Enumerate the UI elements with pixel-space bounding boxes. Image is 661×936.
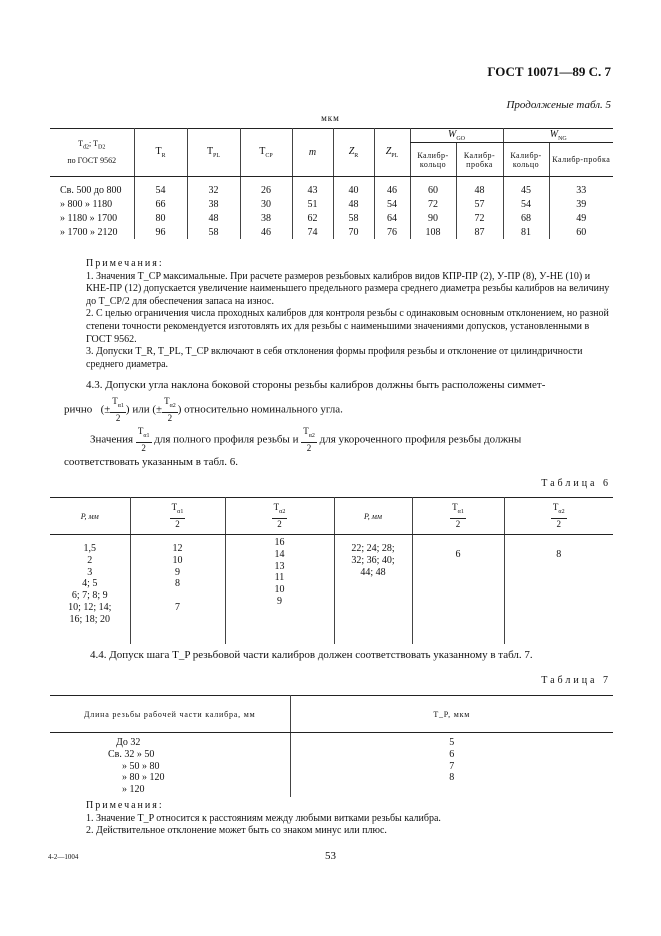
note-3: 3. Допуски T_R, T_PL, T_CP включают в себя отклонения формы профиля резьбы и отклонение от цилиндричности среднего диаметра. (86, 346, 583, 370)
cell: 46 (240, 225, 292, 239)
col-header-zpl: $Z_{PL}$ (374, 129, 410, 177)
cell: 87 (456, 225, 503, 239)
cell: 32 (187, 177, 240, 198)
cell: 57 (456, 197, 503, 211)
cell: » 1700 » 2120 (60, 226, 118, 238)
cell: 26 (240, 177, 292, 198)
cell-pitch-list-1: 1,5 2 3 4; 5 6; 7; 8; 9 10; 12; 14; 16; 18; 20 (68, 543, 112, 625)
cell-pitch-list-2: 22; 24; 28; 32; 36; 40; 44; 48 (334, 535, 412, 645)
cell: 49 (549, 211, 613, 225)
table-7 (50, 695, 613, 797)
col-header-thread-length: Длина резьбы рабочей части калибра, мм (50, 696, 290, 733)
cell: 58 (333, 211, 374, 225)
text-or: или (132, 403, 150, 416)
cell: 43 (292, 177, 333, 198)
table-6-label: Таблица 6 (541, 478, 611, 489)
col-header-pitch-1: P, мм (50, 498, 130, 535)
table-5 (50, 128, 613, 239)
cell: 54 (503, 197, 549, 211)
col-header-t-alpha2-2: $\frac{T_{\alpha 2}}{2}$ (504, 498, 613, 535)
table-row (50, 197, 613, 211)
notes-title-2: Примечания: (86, 800, 164, 811)
cell: 66 (134, 197, 187, 211)
col-header-wgo: $W_{GO}$ (410, 129, 503, 143)
footer-code: 4-2—1004 (48, 853, 79, 861)
cell: 62 (292, 211, 333, 225)
text-nominal-angle: относительно номинального угла. (184, 403, 343, 416)
fraction-t-alpha2: $\frac{T_{\alpha 2}}{2}$ (164, 396, 176, 423)
table-row (50, 211, 613, 225)
notes-table-7 (86, 800, 611, 838)
paragraph-4-3-line-1: 4.3. Допуски угла наклона боковой стороны резьбы калибров должны быть расположены симмет- (86, 379, 546, 391)
cell: 51 (292, 197, 333, 211)
notes-table-5 (86, 258, 611, 371)
col-header-t-alpha1-1: $\frac{T_{\alpha 1}}{2}$ (130, 498, 225, 535)
cell: 40 (333, 177, 374, 198)
note-2: 2. С целью ограничения числа проходных калибров для контроля резьбы с одинаковым основным отклонением, но разной степени точности рекомендуется изготовлять их для резьбы с наименьшими значениями допусков, установленными в ГОСТ 9562. (86, 308, 609, 345)
paragraph-4-4: 4.4. Допуск шага T_P резьбовой части калибров должен соответствовать указанному в табл. 7. (90, 649, 533, 661)
cell-t-alpha1-list-1: 12 10 9 8 7 (130, 535, 225, 645)
cell: » 800 » 1180 (60, 198, 113, 210)
cell: 81 (503, 225, 549, 239)
cell: Св. 500 до 800 (60, 184, 122, 196)
cell: 72 (456, 211, 503, 225)
cell: 33 (549, 177, 613, 198)
col-header-tcp: $T_{CP}$ (240, 129, 292, 177)
cell: 96 (134, 225, 187, 239)
paragraph-4-3-line-3: Значения $\frac{T_{\alpha 1}}{2}$ для полного профиля резьбы и $\frac{T_{\alpha 2}}{2}$ для укороченного профиля резьбы должны (90, 426, 522, 453)
fraction-t-alpha1-inline: $\frac{T_{\alpha 1}}{2}$ (137, 426, 150, 453)
table-row (50, 733, 613, 797)
cell-t-alpha2-value-2: 8 (504, 535, 613, 645)
paragraph-4-3-line-4: соответствовать указанным в табл. 6. (64, 456, 239, 468)
cell: 72 (410, 197, 456, 211)
col-header-gauge-ring-1: Калибр-кольцо (410, 143, 456, 177)
cell: 90 (410, 211, 456, 225)
note-1: 1. Значения T_CP максимальные. При расчете размеров резьбовых калибров видов КПР-ПР (2), У-ПР (8), У-НЕ (10) и КНЕ-ПР (12) допускается увеличение наименьшего предельного размера среднего диаметра резьбы калибров на величину до T_CP/2 для обеспечения запаса на износ. (86, 270, 610, 307)
col-header-gauge-ring-2: Калибр-кольцо (503, 143, 549, 177)
note-2-2: 2. Действительное отклонение может быть со знаком минус или плюс. (86, 825, 387, 837)
cell: 80 (134, 211, 187, 225)
cell-tp-list: 5 6 7 8 (449, 737, 455, 784)
cell: 60 (410, 177, 456, 198)
col-header-tpl: $T_{PL}$ (187, 129, 240, 177)
col-header-gauge-plug-1: Калибр-пробка (456, 143, 503, 177)
cell: 38 (187, 197, 240, 211)
table-6 (50, 497, 613, 644)
cell: 58 (187, 225, 240, 239)
table-continuation-label: Продолженые табл. 5 (506, 99, 611, 111)
col-header-zr: $Z_R$ (333, 129, 374, 177)
document-header: ГОСТ 10071—89 С. 7 (487, 64, 611, 79)
note-2-1: 1. Значение T_P относится к расстояниям между любыми витками резьбы калибра. (86, 812, 441, 824)
table-row (50, 225, 613, 239)
cell: 108 (410, 225, 456, 239)
cell-t-alpha2-list-1: 16 14 13 11 10 9 (225, 535, 334, 645)
cell: 64 (374, 211, 410, 225)
cell: 76 (374, 225, 410, 239)
cell: 54 (134, 177, 187, 198)
notes-title: Примечания: (86, 258, 164, 269)
cell: 70 (333, 225, 374, 239)
col-header-m: m (292, 129, 333, 177)
cell: 48 (333, 197, 374, 211)
cell: 48 (187, 211, 240, 225)
col-header-tr: $T_R$ (134, 129, 187, 177)
cell: 38 (240, 211, 292, 225)
col-header-t-alpha1-2: $\frac{T_{\alpha 1}}{2}$ (412, 498, 504, 535)
unit-label: мкм (321, 113, 340, 123)
table-row (50, 177, 613, 198)
cell: 48 (456, 177, 503, 198)
cell: » 1180 » 1700 (60, 212, 118, 224)
cell: 54 (374, 197, 410, 211)
col-header-pitch-2: P, мм (334, 498, 412, 535)
col-header-t-alpha2-1: $\frac{T_{\alpha 2}}{2}$ (225, 498, 334, 535)
table-row (50, 535, 613, 645)
fraction-t-alpha2-inline: $\frac{T_{\alpha 2}}{2}$ (303, 426, 315, 453)
col-header-gauge-plug-2: Калибр-пробка (549, 143, 613, 177)
cell: 45 (503, 177, 549, 198)
col-header-wng: $W_{NG}$ (503, 129, 613, 143)
cell: 60 (549, 225, 613, 239)
cell: 68 (503, 211, 549, 225)
cell: 30 (240, 197, 292, 211)
fraction-t-alpha1: $\frac{T_{\alpha 1}}{2}$ (112, 396, 124, 423)
cell: 74 (292, 225, 333, 239)
text-symmetric: рично (64, 403, 93, 416)
cell-length-list: До 32 Св. 32 » 50 » 50 » 80 » 80 » 120 » 120 (50, 733, 290, 797)
page-number: 53 (325, 850, 336, 862)
col-header-range: $T_{d2}$; $T_{D2}$ по ГОСТ 9562 (50, 129, 134, 177)
cell-t-alpha1-value-2: 6 (412, 535, 504, 645)
cell: 46 (374, 177, 410, 198)
cell: 39 (549, 197, 613, 211)
col-header-tp: T_P, мкм (290, 696, 613, 733)
paragraph-4-3-line-2: рично (± $\frac{T_{\alpha 1}}{2}$ ) или (± $\frac{T_{\alpha 2}}{2}$ ) относительно номинального угла. (64, 396, 343, 423)
table-7-label: Таблица 7 (541, 675, 611, 686)
